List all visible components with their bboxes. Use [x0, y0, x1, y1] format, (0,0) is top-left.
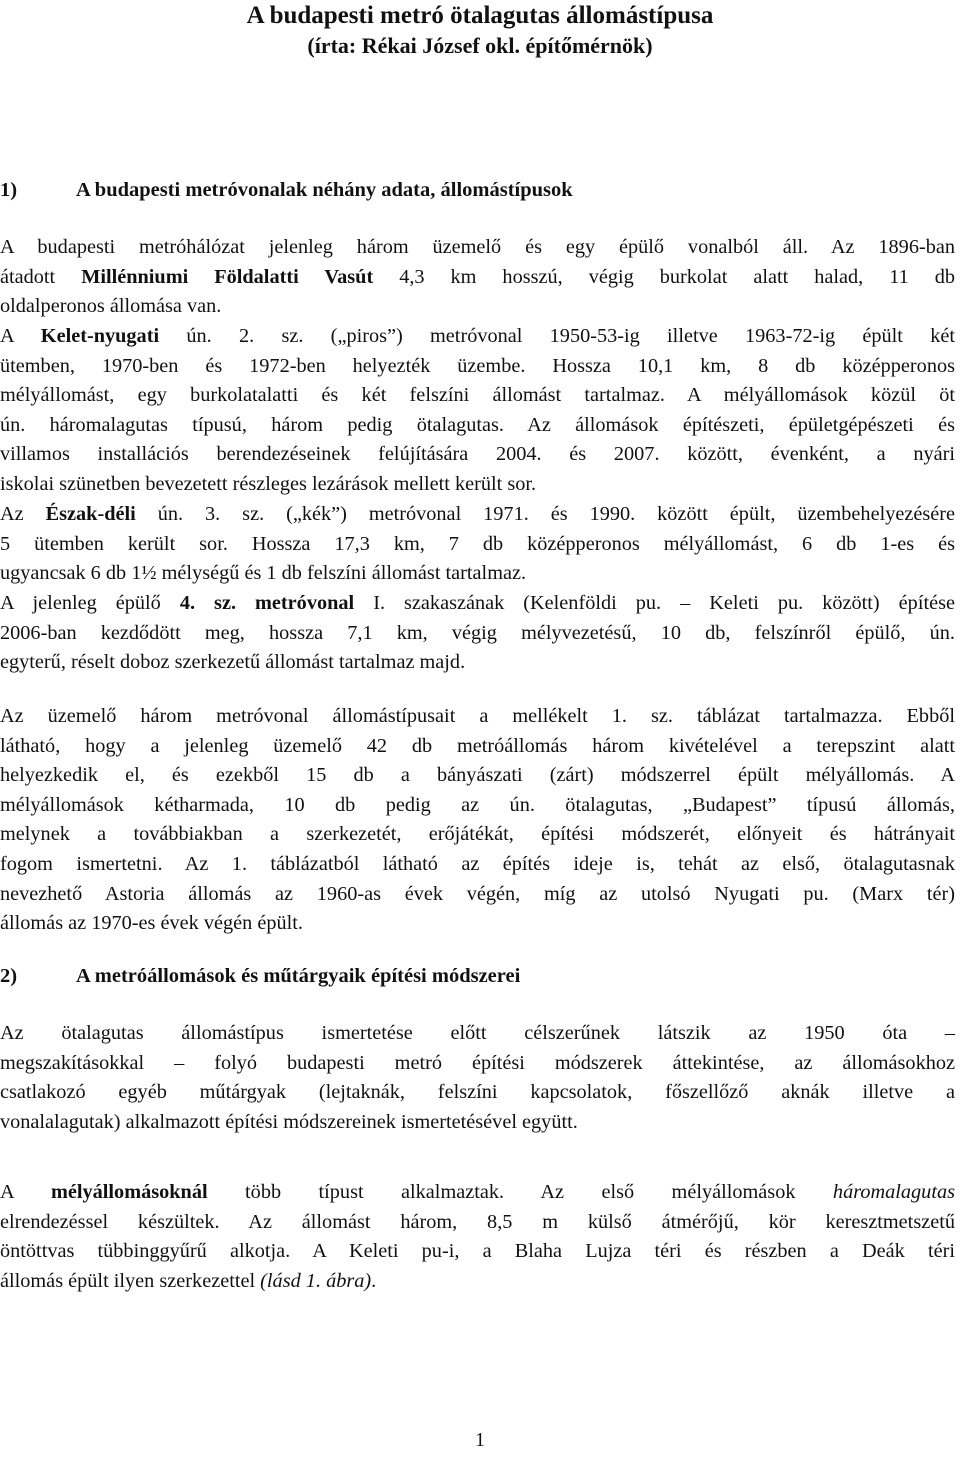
emphasis-bold: 4. sz. metróvonal — [179, 592, 355, 614]
section-1-heading — [0, 176, 573, 204]
section-2-title: A metróállomások és műtárgyaik építési módszerei — [76, 965, 521, 987]
section-1-title: A budapesti metróvonalak néhány adata, állomástípusok — [76, 179, 573, 201]
text-line: mélyállomások kétharmada, 10 db pedig az ún. ötalagutas, „Budapest” típusú állomás, — [0, 793, 955, 816]
document-author: (írta: Rékai József okl. építőmérnök) — [307, 33, 653, 58]
emphasis-bold: mélyállomásoknál — [50, 1181, 208, 1203]
text-line: állomás épült ilyen szerkezettel (lásd 1. ábra). — [0, 1269, 377, 1292]
text-line: látható, hogy a jelenleg üzemelő 42 db metróállomás három kivételével a terepszint alatt — [0, 734, 955, 757]
paragraph-line-3 — [0, 500, 955, 589]
text-line: egyterű, réselt doboz szerkezetű állomást tartalmaz majd. — [0, 651, 466, 674]
paragraph-methods-overview — [0, 1019, 955, 1137]
text-line: öntöttvas tübbinggyűrű alkotja. A Keleti pu-i, a Blaha Lujza téri és részben a Deák téri — [0, 1240, 955, 1263]
text-line: vonalalagutak) alkalmazott építési módszereinek ismertetésével együtt. — [0, 1110, 578, 1133]
text-line: megszakításokkal – folyó budapesti metró építési módszerek áttekintése, az állomásokhoz — [0, 1051, 955, 1074]
text-line: Az üzemelő három metróvonal állomástípusait a mellékelt 1. sz. táblázat tartalmazza. Ebből — [0, 705, 955, 727]
paragraph-deep-stations — [0, 1178, 955, 1296]
text-line: A budapesti metróhálózat jelenleg három üzemelő és egy épülő vonalból áll. Az 1896-ban — [0, 236, 955, 258]
text-line: A jelenleg épülő 4. sz. metróvonal I. szakaszának (Kelenföldi pu. – Keleti pu. között) építése — [0, 592, 955, 614]
document-title: A budapesti metró ötalagutas állomástípusa — [246, 2, 714, 29]
text-line: 5 ütemben került sor. Hossza 17,3 km, 7 db középperonos mélyállomást, 6 db 1-es és — [0, 532, 955, 555]
text-line: oldalperonos állomása van. — [0, 295, 222, 318]
section-2-number: 2) — [0, 965, 18, 987]
text-line: ugyancsak 6 db 1½ mélységű és 1 db felszíni állomást tartalmaz. — [0, 562, 527, 585]
text-line: 2006-ban kezdődött meg, hossza 7,1 km, végig mélyvezetésű, 10 db, felszínről épülő, ún. — [0, 621, 955, 644]
text-line: iskolai szünetben bevezetett részleges lezárások mellett került sor. — [0, 472, 537, 495]
page-number: 1 — [475, 1429, 485, 1451]
text-line: ütemben, 1970-ben és 1972-ben helyezték üzembe. Hossza 10,1 km, 8 db középperonos — [0, 354, 955, 377]
text-line: villamos installációs berendezéseinek felújítására 2004. és 2007. között, évenként, a nyári — [0, 443, 955, 466]
section-2-heading — [0, 962, 520, 990]
emphasis-bold: Millénniumi Földalatti Vasút — [81, 265, 374, 288]
text-line: átadott Millénniumi Földalatti Vasút 4,3 km hosszú, végig burkolat alatt halad, 11 db — [0, 265, 955, 288]
paragraph-line-4 — [0, 589, 955, 678]
text-line: nevezhető Astoria állomás az 1960-as évek végén, míg az utolsó Nyugati pu. (Marx tér) — [0, 882, 955, 905]
emphasis-bold: Kelet-nyugati — [40, 325, 160, 347]
text-line: melynek a továbbiakban a szerkezetét, erőjátékát, építési módszerét, előnyeit és hátrányait — [0, 823, 955, 846]
section-1-number: 1) — [0, 179, 18, 201]
paragraph-millennium-line — [0, 233, 955, 322]
text-line: Az Észak-déli ún. 3. sz. („kék”) metróvonal 1971. és 1990. között épült, üzembehelyezésére — [0, 503, 956, 525]
text-line: A Kelet-nyugati ún. 2. sz. („piros”) metróvonal 1950-53-ig illetve 1963-72-ig épült két — [0, 325, 955, 347]
text-line: állomás az 1970-es évek végén épült. — [0, 912, 303, 935]
text-line: Az ötalagutas állomástípus ismertetése előtt célszerűnek látszik az 1950 óta – — [0, 1022, 955, 1044]
text-line: helyezkedik el, és ezekből 15 db a bányászati (zárt) módszerrel épült mélyállomás. A — [0, 764, 955, 787]
paragraph-line-2 — [0, 322, 955, 500]
text-line: csatlakozó egyéb műtárgyak (lejtaknák, felszíni kapcsolatok, főszellőző aknák illetve a — [0, 1081, 955, 1104]
text-line: elrendezéssel készültek. Az állomást három, 8,5 m külső átmérőjű, kör keresztmetszetű — [0, 1210, 955, 1233]
emphasis-italic: háromalagutas — [832, 1181, 955, 1203]
text-line: ún. háromalagutas típusú, három pedig ötalagutas. Az állomások építészeti, épületgépészeti és — [0, 413, 955, 436]
text-line: mélyállomást, egy burkolatalatti és két felszíni állomást tartalmaz. A mélyállomások közül öt — [0, 384, 955, 407]
figure-reference: (lásd 1. ábra) — [260, 1269, 372, 1292]
emphasis-bold: Észak-déli — [45, 503, 136, 525]
text-line: fogom ismertetni. Az 1. táblázatból látható az építés ideje is, tehát az első, ötalagutasnak — [0, 852, 955, 875]
text-line: A mélyállomásoknál több típust alkalmaztak. Az első mélyállomások háromalagutas — [0, 1181, 955, 1203]
paragraph-station-types — [0, 702, 955, 939]
